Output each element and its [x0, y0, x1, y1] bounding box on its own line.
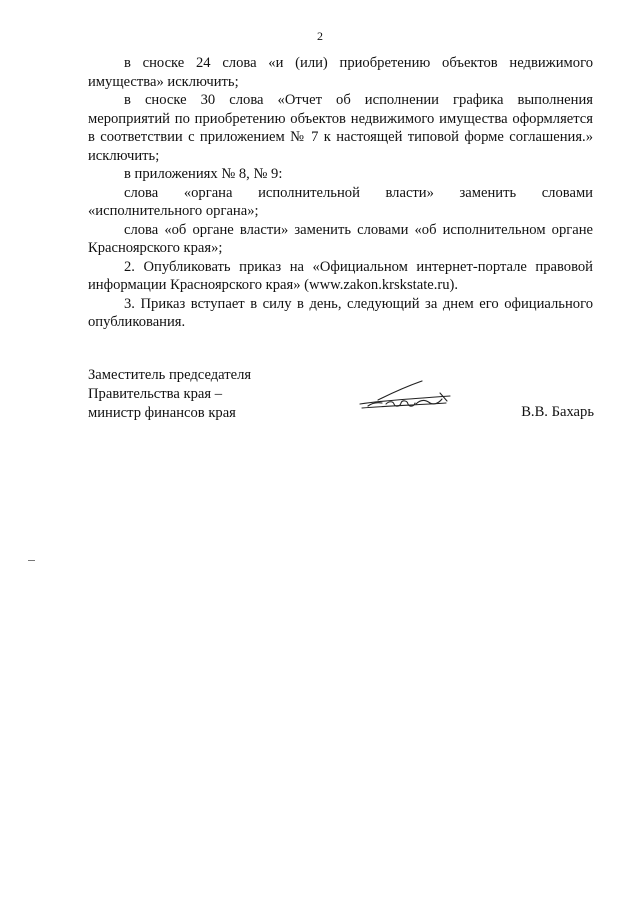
paragraph-footnote-24: в сноске 24 слова «и (или) приобретению объектов недвижимого имущества» исключить; — [88, 55, 593, 90]
handwritten-signature — [356, 377, 456, 417]
paragraph-replace-organ: слова «органа исполнительной власти» заменить словами «исполнительного органа»; — [88, 184, 593, 219]
paragraph-replace-authority: слова «об органе власти» заменить словами «об исполнительном органе Красноярского края»; — [88, 221, 593, 256]
signatory-title-line: Заместитель председателя — [88, 367, 252, 383]
paragraph-publish: 2. Опубликовать приказ на «Официальном интернет-портале правовой информации Красноярского края» (www.zakon.krskstate.ru). — [88, 258, 593, 293]
signatory-title-line: Правительства края – — [88, 386, 223, 402]
paragraph-effective-date: 3. Приказ вступает в силу в день, следующий за днем его официального опубликования. — [88, 295, 593, 330]
signatory-name: В.В. Бахарь — [521, 404, 594, 420]
signatory-title-line: министр финансов края — [88, 405, 236, 421]
document-body — [88, 54, 593, 332]
paragraph-footnote-30: в сноске 30 слова «Отчет об исполнении графика выполнения мероприятий по приобретению объектов недвижимого имущества оформляется в соответствии с приложением № 7 к настоящей типовой форме соглашения.» исключить; — [88, 92, 593, 164]
margin-mark — [28, 560, 35, 561]
page-number: 2 — [317, 29, 323, 43]
signatory-title — [88, 366, 251, 423]
paragraph-appendices: в приложениях № 8, № 9: — [124, 166, 283, 182]
